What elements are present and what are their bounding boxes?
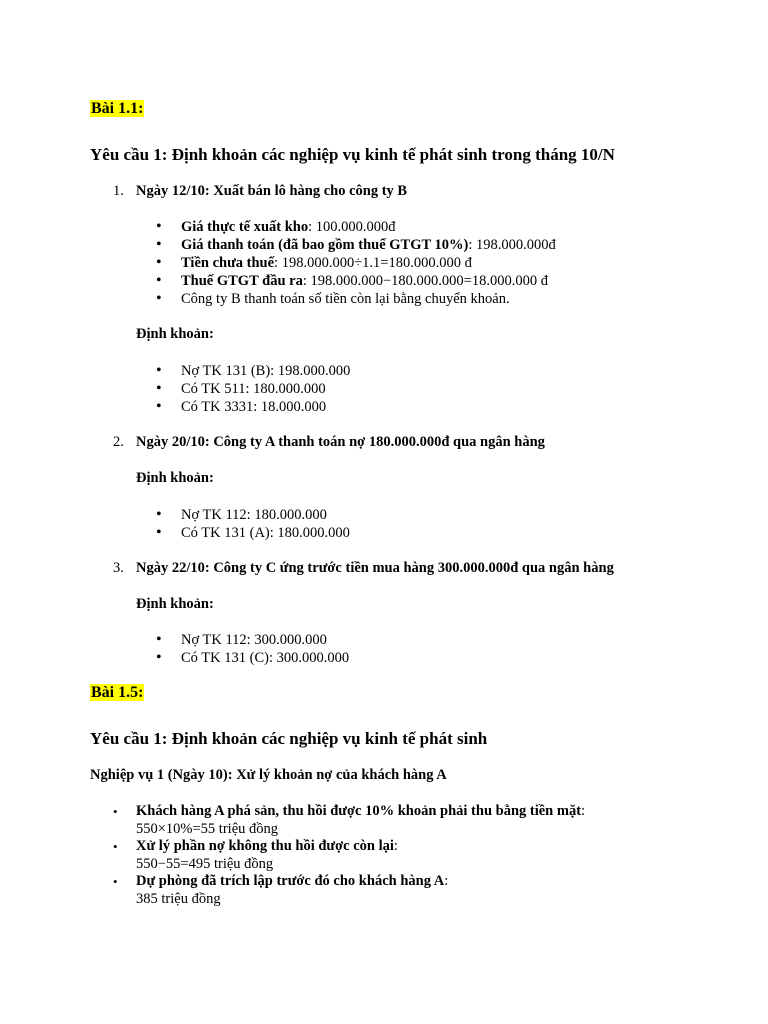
entry-list: [136, 506, 350, 542]
list-item: • Có TK 3331: 18.000.000: [136, 398, 350, 416]
section-title-bai-1-1: Bài 1.1:: [91, 100, 144, 117]
list-item: • Xử lý phần nợ không thu hồi được còn lại: 550−55=495 triệu đồng: [91, 838, 585, 873]
list-item: • Nợ TK 112: 300.000.000: [136, 631, 349, 649]
list-item: • Nợ TK 131 (B): 198.000.000: [136, 362, 350, 380]
list-item: • Giá thanh toán (đã bao gồm thuế GTGT 10%): 198.000.000đ: [136, 236, 556, 254]
list-item: • Công ty B thanh toán số tiền còn lại bằng chuyển khoản.: [136, 290, 556, 308]
item-heading: Ngày 20/10: Công ty A thanh toán nợ 180.000.000đ qua ngân hàng: [136, 434, 545, 450]
entry-list: [136, 362, 350, 416]
entry-list: [136, 631, 349, 667]
item-number: 2.: [113, 434, 124, 450]
item-heading: Ngày 22/10: Công ty C ứng trước tiền mua hàng 300.000.000đ qua ngân hàng: [136, 560, 614, 576]
section-title-bai-1-5: Bài 1.5:: [91, 684, 144, 701]
item-heading: Ngày 12/10: Xuất bán lô hàng cho công ty B: [136, 183, 408, 199]
requirement-heading: Yêu cầu 1: Định khoản các nghiệp vụ kinh tế phát sinh trong tháng 10/N: [90, 145, 615, 164]
list-item: • Khách hàng A phá sản, thu hồi được 10% khoản phải thu bằng tiền mặt: 550×10%=55 triệu đồng: [91, 803, 585, 838]
point-list: [91, 803, 585, 908]
list-item: • Có TK 131 (A): 180.000.000: [136, 524, 350, 542]
item-number: 3.: [113, 560, 124, 576]
list-item: • Thuế GTGT đầu ra: 198.000.000−180.000.000=18.000.000 đ: [136, 272, 556, 290]
list-item: • Giá thực tế xuất kho: 100.000.000đ: [136, 218, 556, 236]
list-item: • Có TK 511: 180.000.000: [136, 380, 350, 398]
list-item: • Có TK 131 (C): 300.000.000: [136, 649, 349, 667]
list-item: • Tiền chưa thuế: 198.000.000÷1.1=180.000.000 đ: [136, 254, 556, 272]
requirement-heading: Yêu cầu 1: Định khoản các nghiệp vụ kinh tế phát sinh: [90, 729, 488, 748]
dinh-khoan-label: Định khoản:: [136, 470, 214, 486]
list-item: • Dự phòng đã trích lập trước đó cho khách hàng A: 385 triệu đồng: [91, 873, 585, 908]
dinh-khoan-label: Định khoản:: [136, 326, 214, 342]
list-item: • Nợ TK 112: 180.000.000: [136, 506, 350, 524]
nghiep-vu-heading: Nghiệp vụ 1 (Ngày 10): Xử lý khoản nợ của khách hàng A: [90, 767, 447, 783]
detail-list: [136, 218, 556, 308]
dinh-khoan-label: Định khoản:: [136, 596, 214, 612]
item-number: 1.: [113, 183, 124, 199]
